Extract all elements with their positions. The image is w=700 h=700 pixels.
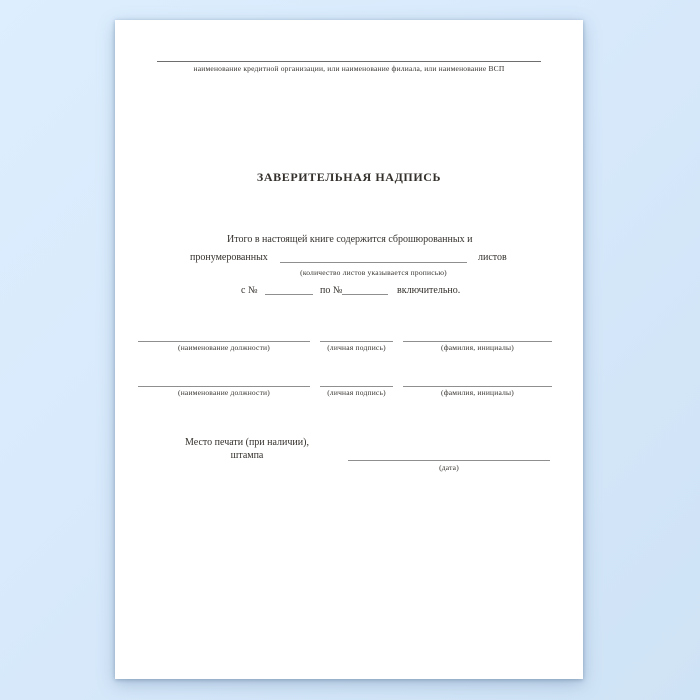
name-write-line <box>403 371 552 387</box>
name-caption: (фамилия, инициалы) <box>441 388 514 397</box>
signature-field <box>320 326 393 352</box>
position-caption: (наименование должности) <box>178 388 270 397</box>
range-from-field <box>265 280 313 295</box>
stamp-note-line-2: штампа <box>230 450 264 461</box>
org-name-line <box>157 61 541 62</box>
statement-line-2-suffix: листов <box>478 252 507 263</box>
signature-row <box>115 326 583 358</box>
date-caption: (дата) <box>439 463 459 472</box>
date-write-line <box>348 445 550 461</box>
range-to-label: по № <box>320 285 343 296</box>
signature-caption: (личная подпись) <box>327 388 386 397</box>
date-field <box>348 445 550 472</box>
statement-line-2-prefix: пронумерованных <box>190 252 268 263</box>
signature-write-line <box>320 326 393 342</box>
position-field <box>138 371 310 397</box>
sheet-count-caption: (количество листов указывается прописью) <box>300 268 447 277</box>
position-field <box>138 326 310 352</box>
document-title: ЗАВЕРИТЕЛЬНАЯ НАДПИСЬ <box>256 170 442 184</box>
signature-row <box>115 371 583 403</box>
name-caption: (фамилия, инициалы) <box>441 343 514 352</box>
signature-write-line <box>320 371 393 387</box>
stamp-note <box>181 436 313 462</box>
statement-line-1: Итого в настоящей книге содержится сброшюрованных и <box>227 234 473 245</box>
org-name-caption: наименование кредитной организации, или наименование филиала, или наименование ВСП <box>193 64 505 73</box>
position-caption: (наименование должности) <box>178 343 270 352</box>
name-write-line <box>403 326 552 342</box>
range-from-label: с № <box>241 285 258 296</box>
name-field <box>403 326 552 352</box>
position-write-line <box>138 371 310 387</box>
signature-caption: (личная подпись) <box>327 343 386 352</box>
signature-field <box>320 371 393 397</box>
name-field <box>403 371 552 397</box>
range-inclusive-label: включительно. <box>397 285 461 296</box>
stamp-note-line-1: Место печати (при наличии), <box>185 437 309 448</box>
range-to-field <box>342 280 388 295</box>
document-page <box>115 20 583 679</box>
sheet-count-field <box>280 248 467 263</box>
position-write-line <box>138 326 310 342</box>
